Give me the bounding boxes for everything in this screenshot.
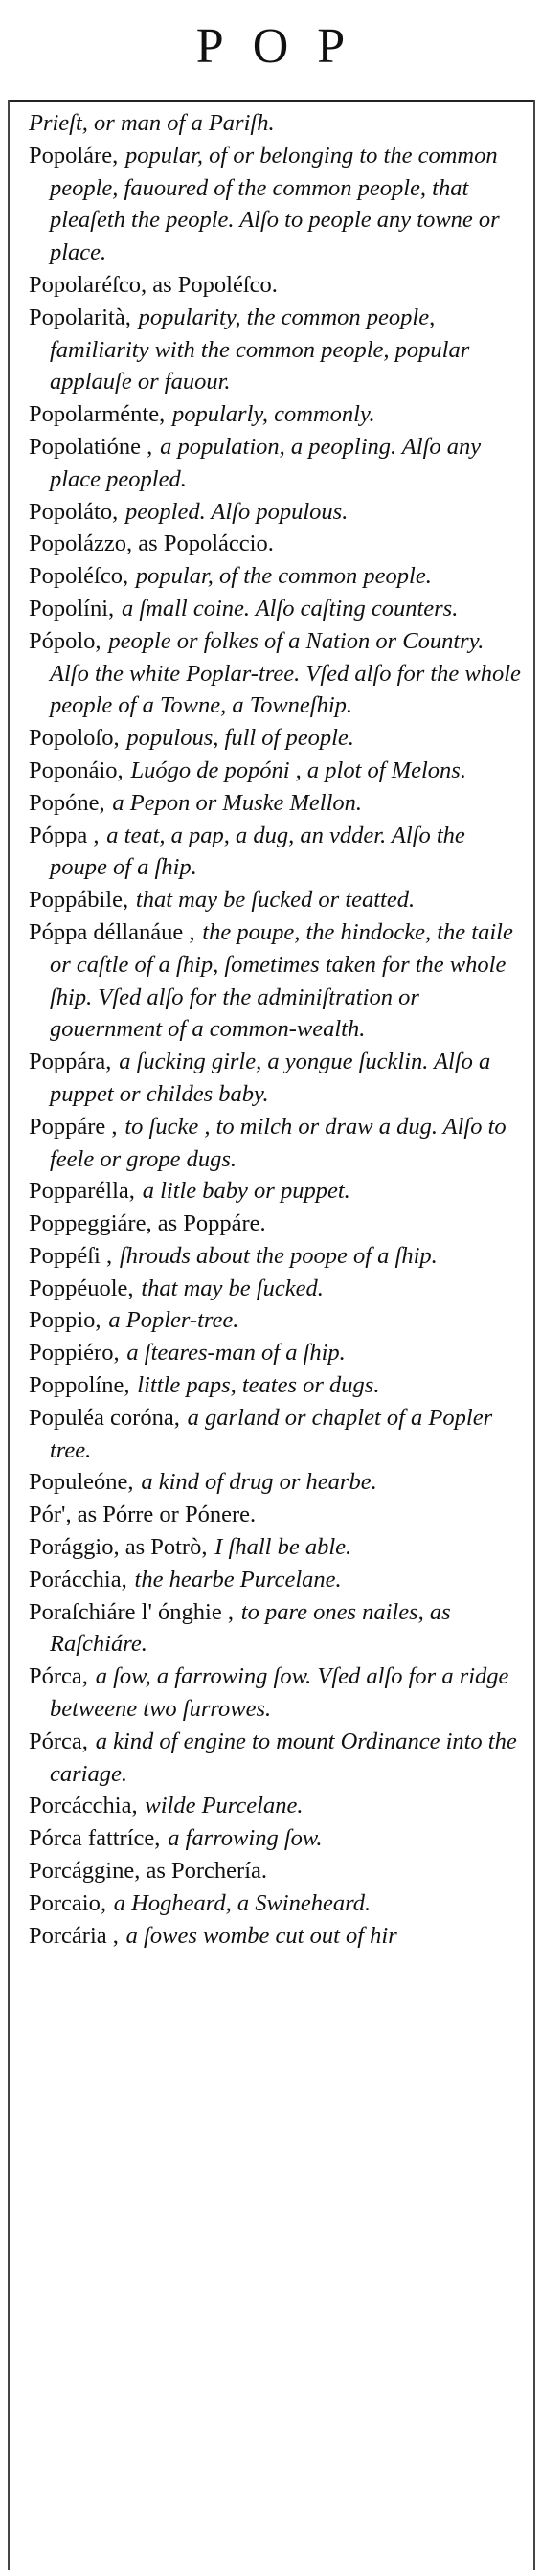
entry-definition: popularly, commonly.	[172, 401, 375, 428]
entry-headword: Poraſchiáre l' ónghie ,	[29, 1598, 234, 1625]
dictionary-entry	[29, 1208, 527, 1240]
entry-headword: Pórca,	[29, 1728, 88, 1754]
entry-definition: a farrowing ſow.	[168, 1825, 323, 1852]
entry-definition: Prieſt, or man of a Pariſh.	[29, 110, 275, 136]
entry-definition: little paps, teates or dugs.	[137, 1372, 380, 1399]
dictionary-entry	[29, 398, 527, 431]
dictionary-entry	[29, 528, 527, 560]
header-rule	[8, 100, 533, 102]
entry-headword: Poppéſi ,	[29, 1242, 113, 1269]
entry-definition: a Popler-tree.	[108, 1307, 239, 1334]
dictionary-entry	[29, 1466, 527, 1499]
dictionary-entry	[29, 1564, 527, 1596]
dictionary-entry	[29, 1726, 527, 1791]
entry-headword: Popoláre,	[29, 142, 119, 169]
dictionary-entry	[29, 1240, 527, 1273]
entry-definition: the poupe, the hindocke, the taile or caſtle of a ſhip, ſometimes taken for the whole ſhip. Vſed alſo for the adminiſtration or gouernment of a common-wealth.	[50, 918, 513, 1043]
dictionary-entry	[29, 1175, 527, 1208]
dictionary-entry	[29, 302, 527, 398]
dictionary-entry	[29, 1822, 527, 1855]
entry-definition: peopled. Alſo populous.	[125, 498, 349, 525]
running-head: POP	[195, 19, 374, 74]
dictionary-entry	[29, 722, 527, 755]
entry-headword: Porcácchia,	[29, 1793, 138, 1819]
entry-definition: a litle baby or puppet.	[142, 1178, 350, 1205]
entry-headword: Porcággine, as Porchería.	[29, 1858, 267, 1885]
dictionary-entry	[29, 496, 527, 529]
entry-definition: that may be ſucked or teatted.	[135, 887, 416, 914]
entry-definition: that may be ſucked.	[141, 1275, 324, 1301]
dictionary-entry	[29, 884, 527, 916]
right-border-rule	[533, 100, 535, 2570]
entry-headword: Popoléſco,	[29, 563, 129, 590]
entry-headword: Pópolo,	[29, 627, 101, 654]
entry-definition: a Pepon or Muske Mellon.	[112, 789, 363, 816]
entry-definition: a population, a peopling. Alſo any place peopled.	[50, 433, 482, 492]
entry-definition: a ſmall coine. Alſo caſting counters.	[121, 595, 459, 621]
entry-headword: Popóne,	[29, 789, 105, 816]
entry-headword: Poppára,	[29, 1049, 112, 1075]
dictionary-entry	[29, 1337, 527, 1369]
left-border-rule	[8, 100, 10, 2570]
entry-headword: Poppolíne,	[29, 1372, 130, 1399]
entry-headword: Poponáio,	[29, 757, 124, 783]
entry-definition: a ſucking girle, a yongue ſucklin. Alſo a puppet or childes baby.	[50, 1049, 491, 1107]
entry-definition: a kind of engine to mount Ordinance into the cariage.	[50, 1728, 517, 1787]
dictionary-entry	[29, 787, 527, 820]
entry-headword: Populeóne,	[29, 1469, 134, 1496]
dictionary-entry	[29, 1661, 527, 1726]
entry-definition: a Hogheard, a Swineheard.	[113, 1889, 372, 1916]
entry-definition: a ſowes wombe cut out of hir	[125, 1922, 397, 1949]
entry-headword: Popolarità,	[29, 304, 131, 330]
dictionary-entry	[29, 625, 527, 722]
dictionary-entry	[29, 1402, 527, 1467]
entry-headword: Poppio,	[29, 1307, 101, 1334]
entry-definition: wilde Purcelane.	[145, 1793, 304, 1819]
dictionary-entry	[29, 755, 527, 787]
dictionary-entry	[29, 1369, 527, 1402]
dictionary-entry	[29, 820, 527, 885]
dictionary-entry	[29, 1304, 527, 1337]
entry-definition: a ſow, a farrowing ſow. Vſed alſo for a ridge betweene two furrowes.	[50, 1663, 509, 1723]
entry-definition: popular, of the common people.	[135, 563, 432, 590]
entry-list	[29, 107, 527, 1952]
entry-headword: Póppa ,	[29, 822, 100, 848]
entry-headword: Poppábile,	[29, 887, 129, 914]
dictionary-entry	[29, 1596, 527, 1661]
entry-headword: Popolarménte,	[29, 401, 166, 428]
entry-headword: Porággio, as Potrò,	[29, 1534, 208, 1561]
entry-headword: Popparélla,	[29, 1178, 135, 1205]
entry-definition: ſhrouds about the poope of a ſhip.	[119, 1242, 438, 1269]
dictionary-entry	[29, 1273, 527, 1305]
entry-definition: popularity, the common people, familiarity with the common people, popular applauſe or fauour.	[50, 304, 470, 395]
dictionary-entry	[29, 1790, 527, 1822]
entry-headword: Poppeggiáre, as Poppáre.	[29, 1210, 266, 1237]
dictionary-entry	[29, 1531, 527, 1564]
dictionary-entry	[29, 1046, 527, 1111]
entry-headword: Porcária ,	[29, 1922, 119, 1949]
entry-headword: Popolaréſco, as Popoléſco.	[29, 271, 278, 298]
entry-definition: people or folkes of a Nation or Country. Alſo the white Poplar-tree. Vſed alſo for the whole people of a Towne, a Towneſhip.	[50, 627, 521, 719]
entry-definition: a ſteares-man of a ſhip.	[126, 1340, 346, 1367]
entry-headword: Popolíni,	[29, 595, 115, 621]
entry-headword: Porácchia,	[29, 1566, 127, 1593]
dictionary-entry	[29, 140, 527, 269]
dictionary-entry	[29, 269, 527, 302]
entry-headword: Popoloſo,	[29, 725, 120, 752]
entry-definition: to pare ones nailes, as Raſchiáre.	[50, 1598, 451, 1658]
dictionary-entry	[29, 431, 527, 496]
dictionary-entry	[29, 1111, 527, 1176]
dictionary-entry	[29, 593, 527, 625]
entry-headword: Pór', as Pórre or Pónere.	[29, 1502, 257, 1528]
dictionary-entry	[29, 916, 527, 1046]
entry-headword: Póppa déllanáue ,	[29, 918, 195, 945]
entry-definition: popular, of or belonging to the common people, fauoured of the common people, that pleaſeth the people. Alſo to people any towne or place.	[50, 142, 500, 266]
entry-definition: a kind of drug or hearbe.	[141, 1469, 377, 1496]
entry-headword: Popoláto,	[29, 498, 119, 525]
entry-headword: Pórca,	[29, 1663, 88, 1690]
dictionary-entry	[29, 1499, 527, 1531]
entry-headword: Popolatióne ,	[29, 433, 153, 460]
entry-definition: to ſucke , to milch or draw a dug. Alſo to feele or grope dugs.	[50, 1113, 507, 1172]
entry-definition: I ſhall be able.	[214, 1534, 352, 1561]
entry-definition: Luógo de popóni , a plot of Melons.	[130, 757, 466, 783]
entry-definition: a teat, a pap, a dug, an vdder. Alſo the poupe of a ſhip.	[50, 822, 465, 881]
entry-headword: Pórca fattríce,	[29, 1825, 161, 1852]
entry-headword: Porcaio,	[29, 1889, 106, 1916]
entry-headword: Poppiéro,	[29, 1340, 120, 1367]
entry-headword: Poppéuole,	[29, 1275, 134, 1301]
entry-headword: Popolázzo, as Popoláccio.	[29, 531, 274, 557]
dictionary-entry	[29, 1887, 527, 1920]
dictionary-entry	[29, 1920, 527, 1953]
dictionary-entry	[29, 107, 527, 140]
entry-definition: populous, full of people.	[126, 725, 354, 752]
entry-headword: Populéa coróna,	[29, 1404, 180, 1431]
entry-headword: Poppáre ,	[29, 1113, 118, 1140]
dictionary-entry	[29, 560, 527, 593]
dictionary-entry	[29, 1855, 527, 1887]
entry-definition: a garland or chaplet of a Popler tree.	[50, 1404, 493, 1463]
entry-definition: the hearbe Purcelane.	[134, 1566, 342, 1593]
